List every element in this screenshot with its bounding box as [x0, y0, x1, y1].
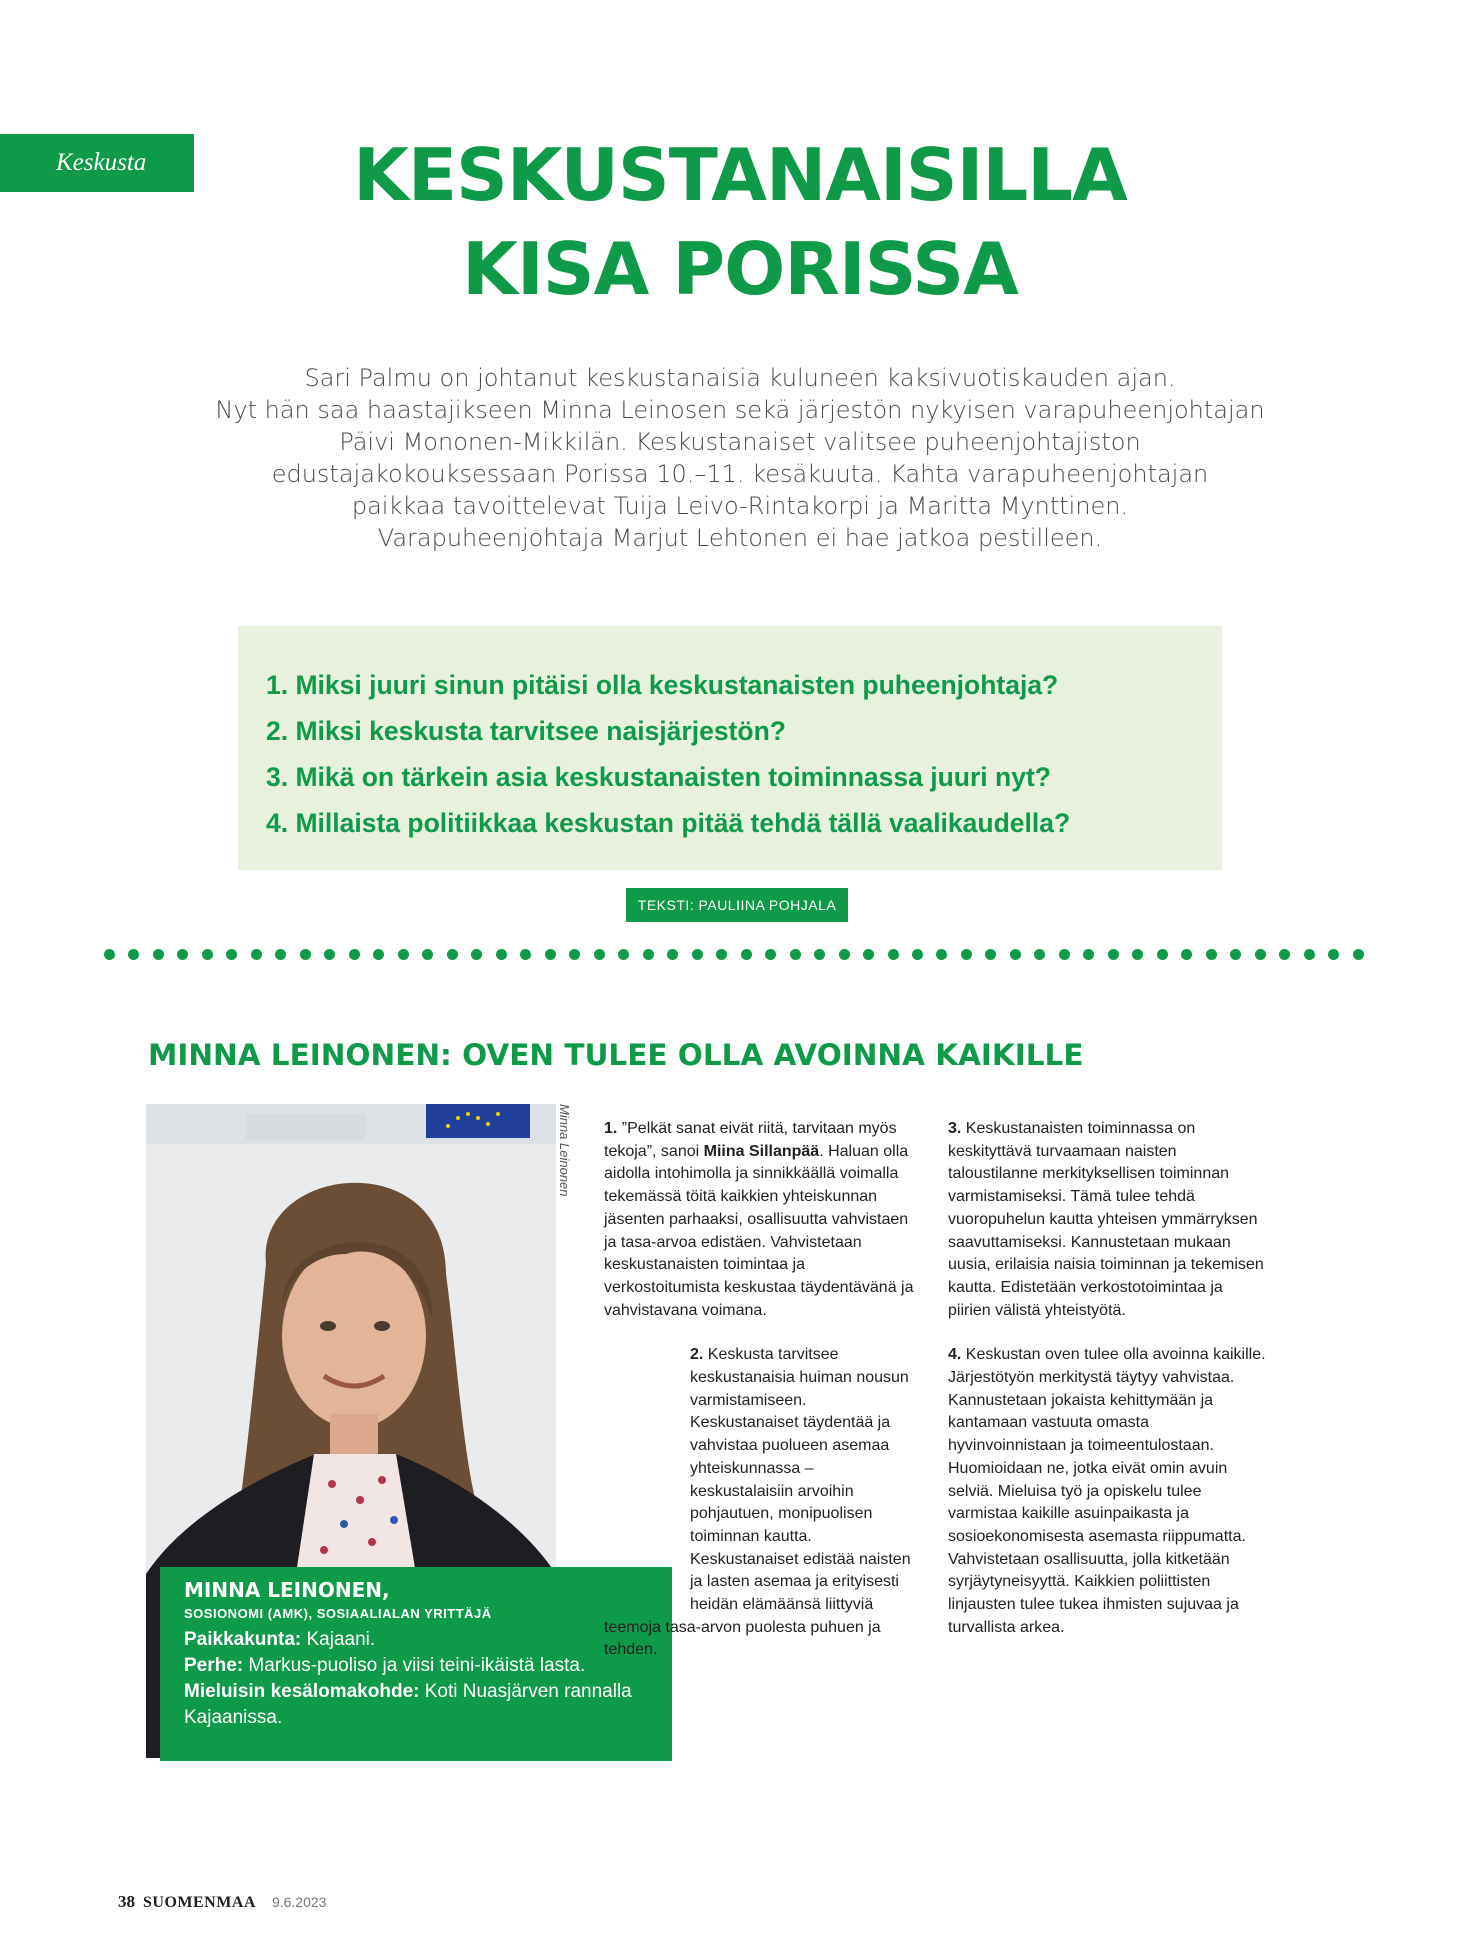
profile-row — [184, 1627, 672, 1653]
divider-dot — [1181, 949, 1192, 960]
divider-dot — [1132, 949, 1143, 960]
profile-row-label: Perhe: — [184, 1655, 244, 1676]
divider-dot — [569, 949, 580, 960]
divider-dot — [398, 949, 409, 960]
divider-dot — [153, 949, 164, 960]
page-number: 38 — [118, 1892, 135, 1911]
divider-dot — [667, 949, 678, 960]
divider-dot — [888, 949, 899, 960]
lede-line: edustajakokouksessaan Porissa 10.–11. kesäkuuta. Kahta varapuheenjohtajan — [271, 460, 1209, 488]
profile-row-label: Paikkakunta: — [184, 1629, 302, 1650]
divider-dot — [471, 949, 482, 960]
lede-line: Varapuheenjohtaja Marjut Lehtonen ei hae jatkoa pestilleen. — [377, 524, 1103, 552]
divider-dot — [912, 949, 923, 960]
answer-3 — [948, 1118, 1268, 1322]
answer-number: 1. — [604, 1120, 618, 1137]
text-wrap-spacer — [604, 1394, 690, 1594]
questions-box — [238, 626, 1222, 870]
lede-line: Päivi Mononen-Mikkilän. Keskustanaiset valitsee puheenjohtajiston — [339, 428, 1141, 456]
answer-number: 3. — [948, 1120, 962, 1137]
photo-credit — [552, 1104, 574, 1264]
divider-dot — [1206, 949, 1217, 960]
interview-subhead: MINNA LEINONEN: OVEN TULEE OLLA AVOINNA KAIKILLE — [148, 1038, 1084, 1072]
lede — [150, 362, 1330, 554]
lede-line: Sari Palmu on johtanut keskustanaisia kuluneen kaksivuotiskauden ajan. — [304, 364, 1176, 392]
divider-dot — [1083, 949, 1094, 960]
divider-dot — [447, 949, 458, 960]
headline-line-2: KISA PORISSA — [462, 227, 1018, 311]
divider-dot — [324, 949, 335, 960]
divider-dot — [1279, 949, 1290, 960]
divider-dot — [275, 949, 286, 960]
profile-factbox — [160, 1567, 672, 1761]
answer-text: . Haluan olla aidolla intohimolla ja sinnikkäällä voimalla tekemässä töitä kaikkien yhteiskunnan jäsenten parhaaksi, osallisuutta vahvistaen ja tasa-arvoa edistäen. Vahvistetaan keskustanaisten toimintaa ja verkostoitumista keskustaa täydentävänä ja vahvistavana voimana. — [604, 1142, 914, 1319]
section-tag: Keskusta — [0, 134, 194, 192]
answer-2 — [604, 1344, 918, 1662]
divider-dot — [496, 949, 507, 960]
quoted-person: Miina Sillanpää — [703, 1142, 820, 1160]
divider-dot — [839, 949, 850, 960]
divider-dot — [226, 949, 237, 960]
divider-dot — [741, 949, 752, 960]
profile-role: SOSIONOMI (AMK), SOSIAALIALAN YRITTÄJÄ — [184, 1606, 492, 1621]
divider-dot — [545, 949, 556, 960]
answer-text: ”Pelkät sanat eivät riitä, tarvitaan myös tekoja”, sanoi — [604, 1120, 897, 1160]
author-credit: TEKSTI: PAULIINA POHJALA — [626, 888, 848, 922]
answer-number: 2. — [690, 1346, 704, 1364]
headline — [180, 128, 1300, 316]
divider-dot — [1034, 949, 1045, 960]
divider-dot — [104, 949, 115, 960]
divider-dot — [1353, 949, 1364, 960]
divider-dot — [790, 949, 801, 960]
divider-dot — [961, 949, 972, 960]
answer-1 — [604, 1118, 918, 1322]
divider-dot — [936, 949, 947, 960]
question-4: 4. Millaista politiikkaa keskustan pitää tehdä tällä vaalikaudella? — [266, 808, 1071, 838]
divider-dot — [300, 949, 311, 960]
divider-dot — [1010, 949, 1021, 960]
divider-dot — [373, 949, 384, 960]
question-2: 2. Miksi keskusta tarvitsee naisjärjestön? — [266, 716, 786, 746]
answer-text: Keskusta tarvitsee keskustanaisia huiman nousun varmistamiseen. Keskustanaiset täydentää ja vahvistaa puolueen asemaa yhteiskunnassa – keskustalaisiin arvoihin pohjautuen, monipuolisen toiminnan kautta. Keskustanaiset edistää naisten ja lasten asemaa ja erityisesti heidän elämäänsä liittyviä teemoja tasa-arvon puolesta puhuen ja tehden. — [604, 1346, 911, 1659]
profile-row-value: Koti Nuasjärven rannalla Kajaanissa. — [184, 1681, 632, 1728]
divider-dot — [1304, 949, 1315, 960]
dotted-divider — [104, 949, 1364, 965]
divider-dot — [1108, 949, 1119, 960]
divider-dot — [594, 949, 605, 960]
answer-column-1 — [604, 1118, 918, 1684]
profile-row — [184, 1679, 672, 1731]
divider-dot — [1157, 949, 1168, 960]
question-1: 1. Miksi juuri sinun pitäisi olla keskustanaisten puheenjohtaja? — [266, 670, 1059, 700]
profile-name: MINNA LEINONEN, — [184, 1578, 390, 1602]
divider-dot — [863, 949, 874, 960]
page-footer — [118, 1892, 326, 1913]
lede-line: paikkaa tavoittelevat Tuija Leivo-Rintakorpi ja Maritta Mynttinen. — [351, 492, 1129, 520]
divider-dot — [1230, 949, 1241, 960]
divider-dot — [618, 949, 629, 960]
divider-dot — [1059, 949, 1070, 960]
photo-credit-text: Minna Leinonen — [557, 1104, 572, 1197]
profile-row-label: Mieluisin kesälomakohde: — [184, 1681, 420, 1702]
divider-dot — [765, 949, 776, 960]
profile-row-value: Markus-puoliso ja viisi teini-ikäistä lasta. — [243, 1655, 586, 1676]
answer-text: Keskustan oven tulee olla avoinna kaikille. Järjestötyön merkitystä täytyy vahvistaa. Kannustetaan jokaista kehittymään ja kantamaan vastuuta omasta hyvinvoinnistaan ja toimeentulostaan. Huomioidaan ne, jotka eivät omin avuin selviä. Mieluisa työ ja opiskelu tulee varmistaa kaikille asuinpaikasta ja sosioekonomisesta asemasta riippumatta. Vahvistetaan osallisuutta, jolla kitketään syrjäytyneisyyttä. Kaikkien poliittisten linjausten tulee tukea ihmisten sujuvaa ja turvallista arkea. — [948, 1346, 1266, 1636]
divider-dot — [177, 949, 188, 960]
divider-dot — [692, 949, 703, 960]
answer-4 — [948, 1344, 1268, 1639]
divider-dot — [520, 949, 531, 960]
question-3: 3. Mikä on tärkein asia keskustanaisten toiminnassa juuri nyt? — [266, 762, 1051, 792]
divider-dot — [202, 949, 213, 960]
divider-dot — [251, 949, 262, 960]
profile-row-value: Kajaani. — [301, 1629, 376, 1650]
divider-dot — [716, 949, 727, 960]
divider-dot — [128, 949, 139, 960]
magazine-name: SUOMENMAA — [143, 1894, 256, 1911]
answer-text: Keskustanaisten toiminnassa on keskityttävä turvaamaan naisten taloustilanne merkityksellisen toiminnan varmistamiseksi. Tämä tulee tehdä vuoropuhelun kautta yhteisen ymmärryksen saavuttamiseksi. Kannustetaan mukaan uusia, erilaisia naisia toiminnan ja tekemisen kautta. Edistetään verkostotoimintaa ja piirien välistä yhteistyötä. — [948, 1120, 1264, 1319]
headline-line-1: KESKUSTANAISILLA — [353, 133, 1127, 217]
divider-dot — [643, 949, 654, 960]
divider-dot — [985, 949, 996, 960]
divider-dot — [349, 949, 360, 960]
divider-dot — [1255, 949, 1266, 960]
answer-column-2 — [948, 1118, 1268, 1661]
profile-row — [184, 1653, 672, 1679]
issue-date: 9.6.2023 — [271, 1894, 327, 1910]
divider-dot — [1328, 949, 1339, 960]
divider-dot — [422, 949, 433, 960]
divider-dot — [814, 949, 825, 960]
answer-number: 4. — [948, 1346, 962, 1364]
lede-line: Nyt hän saa haastajikseen Minna Leinosen sekä järjestön nykyisen varapuheenjohtajan — [215, 396, 1265, 424]
